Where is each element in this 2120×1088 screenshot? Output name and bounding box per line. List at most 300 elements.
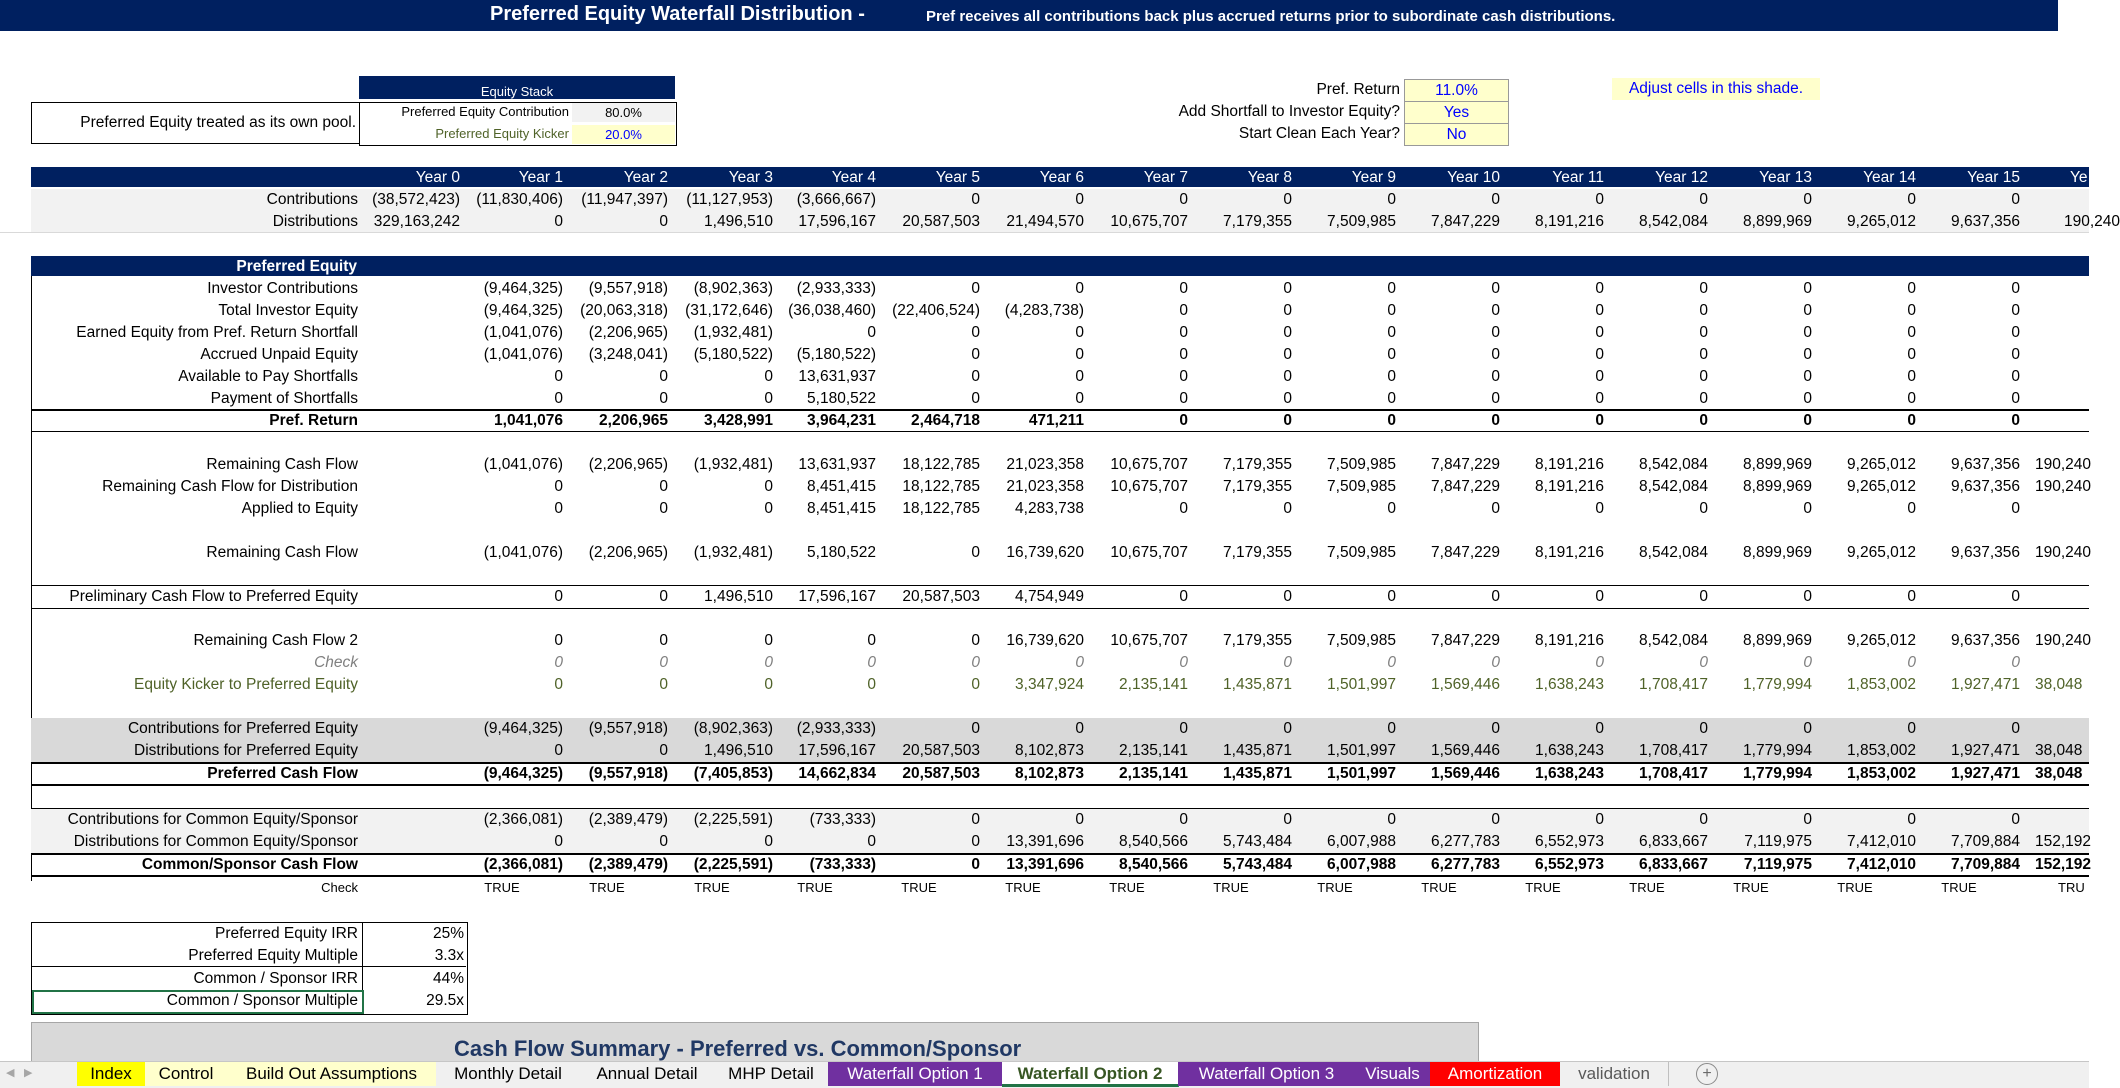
data-cell[interactable]: (1,041,076) [483,544,563,561]
data-cell[interactable]: 1,708,417 [1639,765,1708,782]
data-cell[interactable]: 10,675,707 [1110,478,1188,495]
data-cell[interactable]: (9,464,325) [483,302,563,319]
data-cell[interactable]: 0 [1803,324,1812,341]
data-cell[interactable]: TRUE [484,880,520,895]
data-cell[interactable]: 0 [1699,390,1708,407]
data-cell[interactable] [2064,189,2104,211]
data-cell[interactable]: 0 [1387,811,1396,828]
data-cell[interactable]: 0 [2011,390,2020,407]
equity-stack-value[interactable]: 80.0% [572,103,675,122]
data-cell[interactable]: 0 [554,478,563,495]
data-cell[interactable]: 152,192 [2035,833,2092,850]
data-cell[interactable]: 0 [1803,302,1812,319]
data-cell[interactable]: (1,041,076) [483,346,563,363]
data-cell[interactable]: 9,265,012 [1847,213,1916,230]
data-cell[interactable]: 0 [1387,324,1396,341]
data-cell[interactable]: (3,248,041) [588,346,668,363]
data-cell[interactable]: 0 [1075,346,1084,363]
data-cell[interactable]: 6,552,973 [1535,833,1604,850]
data-cell[interactable]: 0 [659,654,668,671]
data-cell[interactable]: 0 [1595,720,1604,737]
data-cell[interactable]: 0 [1699,280,1708,297]
data-cell[interactable]: 0 [1179,720,1188,737]
data-cell[interactable]: 9,265,012 [1847,478,1916,495]
data-cell[interactable]: 0 [971,390,980,407]
data-cell[interactable]: (3,666,667) [796,191,876,208]
data-cell[interactable]: 0 [1907,346,1916,363]
data-cell[interactable]: 18,122,785 [902,500,980,517]
data-cell[interactable]: 8,191,216 [1535,632,1604,649]
data-cell[interactable]: 0 [1387,654,1396,671]
data-cell[interactable]: 0 [1907,588,1916,605]
data-cell[interactable]: 0 [1491,654,1500,671]
data-cell[interactable]: 0 [764,676,773,693]
data-cell[interactable]: 0 [1803,811,1812,828]
metric-value[interactable]: 29.5x [426,992,464,1009]
data-cell[interactable] [2035,410,2095,432]
data-cell[interactable]: (1,041,076) [483,324,563,341]
sheet-tab[interactable]: Waterfall Option 1 [828,1062,1003,1086]
data-cell[interactable]: 0 [764,833,773,850]
data-cell[interactable]: 0 [1179,811,1188,828]
data-cell[interactable]: (1,932,481) [693,544,773,561]
data-cell[interactable]: 6,833,667 [1639,856,1708,873]
data-cell[interactable]: (1,041,076) [483,456,563,473]
data-cell[interactable]: 0 [1907,390,1916,407]
data-cell[interactable]: 5,743,484 [1223,856,1292,873]
data-cell[interactable]: (9,557,918) [588,720,668,737]
data-cell[interactable]: 7,709,884 [1951,833,2020,850]
data-cell[interactable]: 0 [971,676,980,693]
data-cell[interactable]: 0 [1491,346,1500,363]
data-cell[interactable]: 7,509,985 [1327,213,1396,230]
data-cell[interactable]: (11,830,406) [476,191,563,208]
data-cell[interactable]: 8,542,084 [1639,213,1708,230]
data-cell[interactable]: TRUE [1421,880,1457,895]
data-cell[interactable]: 8,451,415 [807,478,876,495]
data-cell[interactable]: 38,048 [2035,742,2083,759]
data-cell[interactable]: (5,180,522) [693,346,773,363]
data-cell[interactable]: 8,542,084 [1639,456,1708,473]
data-cell[interactable]: (9,464,325) [483,720,563,737]
data-cell[interactable]: 0 [554,213,563,230]
data-cell[interactable]: 0 [1699,302,1708,319]
data-cell[interactable]: (2,933,333) [796,720,876,737]
data-cell[interactable]: 1,779,994 [1743,742,1812,759]
data-cell[interactable]: 0 [1491,720,1500,737]
data-cell[interactable]: 0 [971,280,980,297]
data-cell[interactable]: 9,265,012 [1847,544,1916,561]
data-cell[interactable]: 0 [1803,588,1812,605]
data-cell[interactable]: (7,405,853) [693,765,773,782]
data-cell[interactable]: 0 [659,478,668,495]
data-cell[interactable]: 0 [1907,500,1916,517]
data-cell[interactable]: 9,265,012 [1847,456,1916,473]
setting-value[interactable]: 11.0% [1404,79,1509,102]
data-cell[interactable]: 5,180,522 [807,390,876,407]
sheet-tab[interactable]: Waterfall Option 2 [1002,1062,1179,1087]
data-cell[interactable]: 0 [1595,412,1604,429]
data-cell[interactable]: 7,847,229 [1431,632,1500,649]
data-cell[interactable]: 8,542,084 [1639,478,1708,495]
data-cell[interactable]: 0 [1075,280,1084,297]
data-cell[interactable]: 0 [1387,302,1396,319]
data-cell[interactable]: 0 [971,368,980,385]
sheet-tab[interactable]: Index [77,1062,146,1086]
data-cell[interactable]: 0 [659,833,668,850]
data-cell[interactable]: 1,853,002 [1847,765,1916,782]
data-cell[interactable]: 190,240 [2035,456,2092,473]
data-cell[interactable]: 0 [1907,368,1916,385]
data-cell[interactable]: 1,435,871 [1223,676,1292,693]
data-cell[interactable]: 0 [1595,811,1604,828]
data-cell[interactable]: 8,899,969 [1743,456,1812,473]
data-cell[interactable]: (22,406,524) [892,302,980,319]
data-cell[interactable]: 0 [1491,811,1500,828]
data-cell[interactable]: 0 [867,324,876,341]
data-cell[interactable]: (2,389,479) [588,856,668,873]
data-cell[interactable]: 2,135,141 [1119,765,1188,782]
data-cell[interactable]: 0 [1283,412,1292,429]
data-cell[interactable]: 7,179,355 [1223,213,1292,230]
data-cell[interactable]: 6,833,667 [1639,833,1708,850]
data-cell[interactable]: 1,853,002 [1847,742,1916,759]
sheet-tab[interactable]: Annual Detail [580,1062,715,1086]
data-cell[interactable]: 0 [1803,412,1812,429]
data-cell[interactable]: 0 [1491,588,1500,605]
data-cell[interactable]: 0 [1179,302,1188,319]
data-cell[interactable]: 0 [554,390,563,407]
data-cell[interactable]: 0 [1491,368,1500,385]
data-cell[interactable]: 13,391,696 [1006,833,1084,850]
data-cell[interactable]: 1,638,243 [1535,765,1604,782]
data-cell[interactable]: 190,240 [2035,632,2092,649]
data-cell[interactable]: 0 [2011,412,2020,429]
data-cell[interactable]: 3,428,991 [704,412,773,429]
data-cell[interactable]: 0 [659,632,668,649]
data-cell[interactable]: 8,542,084 [1639,632,1708,649]
data-cell[interactable]: 0 [2011,346,2020,363]
setting-value[interactable]: No [1404,123,1509,146]
data-cell[interactable]: 0 [2011,324,2020,341]
data-cell[interactable]: 0 [2011,368,2020,385]
data-cell[interactable]: 0 [659,500,668,517]
data-cell[interactable]: 1,927,471 [1951,676,2020,693]
data-cell[interactable]: 0 [554,500,563,517]
data-cell[interactable]: 7,509,985 [1327,478,1396,495]
data-cell[interactable]: 2,464,718 [911,412,980,429]
data-cell[interactable]: 0 [659,676,668,693]
data-cell[interactable]: 13,391,696 [1006,856,1084,873]
data-cell[interactable]: 0 [1179,368,1188,385]
setting-value[interactable]: Yes [1404,101,1509,124]
data-cell[interactable]: 0 [1699,720,1708,737]
data-cell[interactable]: 0 [1595,302,1604,319]
data-cell[interactable]: 0 [1907,654,1916,671]
data-cell[interactable]: 7,847,229 [1431,456,1500,473]
data-cell[interactable]: (20,063,318) [580,302,668,319]
data-cell[interactable]: 2,206,965 [599,412,668,429]
data-cell[interactable]: 0 [1907,412,1916,429]
data-cell[interactable]: (5,180,522) [796,346,876,363]
data-cell[interactable]: TRUE [589,880,625,895]
data-cell[interactable]: 7,847,229 [1431,544,1500,561]
data-cell[interactable]: 8,451,415 [807,500,876,517]
data-cell[interactable]: TRUE [797,880,833,895]
data-cell[interactable]: 7,412,010 [1847,833,1916,850]
data-cell[interactable]: 0 [1595,280,1604,297]
data-cell[interactable] [2035,278,2095,300]
data-cell[interactable]: (38,572,423) [372,191,460,208]
data-cell[interactable]: 0 [1179,588,1188,605]
data-cell[interactable]: 1,496,510 [704,588,773,605]
data-cell[interactable]: 329,163,242 [373,213,460,230]
data-cell[interactable]: TRUE [1109,880,1145,895]
data-cell[interactable]: TRUE [1733,880,1769,895]
data-cell[interactable]: 13,631,937 [798,368,876,385]
data-cell[interactable]: 8,191,216 [1535,456,1604,473]
data-cell[interactable]: (2,366,081) [483,811,563,828]
data-cell[interactable]: 0 [1179,191,1188,208]
data-cell[interactable]: 0 [1283,280,1292,297]
data-cell[interactable]: 190,240 [2064,213,2120,230]
data-cell[interactable]: 0 [1179,280,1188,297]
data-cell[interactable]: 0 [1699,654,1708,671]
data-cell[interactable]: 0 [971,856,980,873]
metric-value[interactable]: 25% [432,925,464,942]
data-cell[interactable]: 0 [554,676,563,693]
data-cell[interactable]: 10,675,707 [1110,544,1188,561]
data-cell[interactable]: 0 [1699,811,1708,828]
data-cell[interactable]: 0 [554,742,563,759]
data-cell[interactable]: 0 [2011,811,2020,828]
data-cell[interactable]: 14,662,834 [798,765,876,782]
data-cell[interactable]: 0 [1491,500,1500,517]
data-cell[interactable]: 38,048 [2035,765,2083,782]
data-cell[interactable]: 0 [1283,588,1292,605]
data-cell[interactable]: 6,552,973 [1535,856,1604,873]
data-cell[interactable]: (9,557,918) [588,280,668,297]
data-cell[interactable]: 18,122,785 [902,456,980,473]
data-cell[interactable]: 1,501,997 [1327,676,1396,693]
data-cell[interactable]: TRUE [1525,880,1561,895]
data-cell[interactable]: (4,283,738) [1004,302,1084,319]
data-cell[interactable]: 0 [1803,500,1812,517]
data-cell[interactable]: 3,964,231 [807,412,876,429]
data-cell[interactable]: 0 [1803,191,1812,208]
data-cell[interactable]: 0 [1803,368,1812,385]
data-cell[interactable]: 0 [1803,280,1812,297]
data-cell[interactable]: 0 [554,368,563,385]
sheet-tab[interactable]: Amortization [1430,1062,1561,1086]
data-cell[interactable]: 0 [971,324,980,341]
metric-label[interactable]: Common / Sponsor Multiple [166,992,358,1009]
data-cell[interactable]: 0 [1075,324,1084,341]
data-cell[interactable]: 0 [1283,500,1292,517]
data-cell[interactable]: 0 [1699,412,1708,429]
data-cell[interactable]: 1,496,510 [704,742,773,759]
data-cell[interactable]: (8,902,363) [693,720,773,737]
data-cell[interactable]: 190,240 [2035,544,2092,561]
data-cell[interactable]: 0 [971,654,980,671]
data-cell[interactable]: 0 [1595,324,1604,341]
data-cell[interactable]: 7,847,229 [1431,478,1500,495]
data-cell[interactable]: 0 [867,676,876,693]
data-cell[interactable]: 0 [1179,324,1188,341]
data-cell[interactable]: 16,739,620 [1006,544,1084,561]
data-cell[interactable]: 8,540,566 [1119,833,1188,850]
data-cell[interactable]: 152,192 [2035,856,2092,873]
data-cell[interactable]: (11,127,953) [686,191,773,208]
data-cell[interactable]: TRUE [1005,880,1041,895]
data-cell[interactable]: 0 [867,654,876,671]
data-cell[interactable]: (2,206,965) [588,456,668,473]
data-cell[interactable]: 2,135,141 [1119,676,1188,693]
data-cell[interactable]: 1,569,446 [1431,676,1500,693]
data-cell[interactable]: 38,048 [2035,676,2083,693]
data-cell[interactable] [2035,652,2095,674]
data-cell[interactable]: 0 [1179,654,1188,671]
data-cell[interactable]: 1,779,994 [1743,676,1812,693]
sheet-tab[interactable]: Build Out Assumptions [227,1062,437,1086]
data-cell[interactable]: 1,496,510 [704,213,773,230]
data-cell[interactable]: (2,225,591) [693,856,773,873]
data-cell[interactable]: 1,041,076 [494,412,563,429]
data-cell[interactable]: 0 [2011,588,2020,605]
data-cell[interactable]: 16,739,620 [1006,632,1084,649]
data-cell[interactable]: 0 [1491,280,1500,297]
data-cell[interactable]: 9,265,012 [1847,632,1916,649]
data-cell[interactable]: 0 [1803,654,1812,671]
data-cell[interactable]: 1,779,994 [1743,765,1812,782]
data-cell[interactable]: 0 [1075,390,1084,407]
data-cell[interactable]: 1,708,417 [1639,676,1708,693]
data-cell[interactable]: 1,569,446 [1431,742,1500,759]
data-cell[interactable]: 0 [1907,324,1916,341]
data-cell[interactable]: 0 [971,544,980,561]
data-cell[interactable]: (733,333) [809,811,876,828]
data-cell[interactable]: 21,023,358 [1006,456,1084,473]
data-cell[interactable]: 0 [1283,390,1292,407]
data-cell[interactable]: 0 [1491,324,1500,341]
data-cell[interactable]: 8,102,873 [1015,765,1084,782]
data-cell[interactable]: 0 [1179,412,1188,429]
data-cell[interactable]: 8,191,216 [1535,213,1604,230]
data-cell[interactable]: 17,596,167 [798,588,876,605]
data-cell[interactable]: 0 [659,368,668,385]
data-cell[interactable]: 8,542,084 [1639,544,1708,561]
data-cell[interactable]: 0 [971,191,980,208]
data-cell[interactable]: 0 [764,390,773,407]
data-cell[interactable]: 0 [2011,280,2020,297]
data-cell[interactable]: 0 [1179,346,1188,363]
data-cell[interactable]: 471,211 [1028,412,1084,429]
data-cell[interactable]: 0 [1491,191,1500,208]
data-cell[interactable]: 0 [1595,191,1604,208]
data-cell[interactable]: TRUE [901,880,937,895]
data-cell[interactable]: 0 [554,833,563,850]
data-cell[interactable]: 20,587,503 [902,213,980,230]
data-cell[interactable]: TRUE [1213,880,1249,895]
data-cell[interactable]: 0 [2011,191,2020,208]
data-cell[interactable]: 0 [1699,588,1708,605]
data-cell[interactable]: (2,206,965) [588,544,668,561]
data-cell[interactable]: 0 [1387,280,1396,297]
data-cell[interactable]: 0 [2011,302,2020,319]
data-cell[interactable]: (2,389,479) [588,811,668,828]
data-cell[interactable]: 5,180,522 [807,544,876,561]
data-cell[interactable]: 0 [554,588,563,605]
sheet-tab[interactable]: validation [1560,1062,1669,1086]
data-cell[interactable]: 0 [764,500,773,517]
data-cell[interactable]: 20,587,503 [902,588,980,605]
data-cell[interactable]: 0 [1075,811,1084,828]
data-cell[interactable]: 9,637,356 [1951,456,2020,473]
data-cell[interactable]: TRUE [1941,880,1977,895]
data-cell[interactable]: 0 [1283,811,1292,828]
data-cell[interactable] [2035,809,2095,831]
data-cell[interactable]: (9,557,918) [588,765,668,782]
data-cell[interactable]: 6,007,988 [1327,833,1396,850]
data-cell[interactable]: 7,179,355 [1223,632,1292,649]
data-cell[interactable] [2035,718,2095,740]
data-cell[interactable]: 1,638,243 [1535,742,1604,759]
data-cell[interactable]: 1,708,417 [1639,742,1708,759]
data-cell[interactable]: 1,435,871 [1223,765,1292,782]
data-cell[interactable]: 0 [554,632,563,649]
data-cell[interactable]: 0 [1387,368,1396,385]
data-cell[interactable]: 0 [1699,368,1708,385]
data-cell[interactable]: 0 [1595,368,1604,385]
data-cell[interactable]: 1,501,997 [1327,742,1396,759]
data-cell[interactable]: 0 [1283,346,1292,363]
data-cell[interactable]: 6,277,783 [1431,833,1500,850]
data-cell[interactable]: 190,240 [2035,478,2092,495]
data-cell[interactable]: 0 [764,632,773,649]
data-cell[interactable]: 2,135,141 [1119,742,1188,759]
data-cell[interactable]: 0 [1075,720,1084,737]
data-cell[interactable] [2035,388,2095,410]
data-cell[interactable]: TRUE [1317,880,1353,895]
data-cell[interactable]: 0 [1491,390,1500,407]
data-cell[interactable]: 0 [1491,302,1500,319]
data-cell[interactable]: 0 [1283,191,1292,208]
data-cell[interactable]: 7,412,010 [1847,856,1916,873]
data-cell[interactable]: 7,509,985 [1327,544,1396,561]
data-cell[interactable]: 10,675,707 [1110,632,1188,649]
data-cell[interactable]: 21,023,358 [1006,478,1084,495]
data-cell[interactable]: (9,464,325) [483,280,563,297]
data-cell[interactable]: 21,494,570 [1006,213,1084,230]
data-cell[interactable] [2035,300,2095,322]
data-cell[interactable]: 0 [659,390,668,407]
sheet-tab[interactable]: Monthly Detail [436,1062,581,1086]
data-cell[interactable]: 0 [971,346,980,363]
data-cell[interactable]: 0 [1595,588,1604,605]
data-cell[interactable]: TRUE [694,880,730,895]
data-cell[interactable]: 0 [764,478,773,495]
data-cell[interactable]: 1,569,446 [1431,765,1500,782]
data-cell[interactable]: 0 [971,720,980,737]
data-cell[interactable]: 0 [971,632,980,649]
data-cell[interactable]: 0 [1907,811,1916,828]
scroll-right-icon[interactable]: ▶ [24,1067,33,1079]
data-cell[interactable]: 0 [1907,191,1916,208]
pool-note-box[interactable] [31,102,360,144]
data-cell[interactable]: 0 [1595,346,1604,363]
data-cell[interactable]: 8,899,969 [1743,544,1812,561]
data-cell[interactable]: 0 [1075,368,1084,385]
